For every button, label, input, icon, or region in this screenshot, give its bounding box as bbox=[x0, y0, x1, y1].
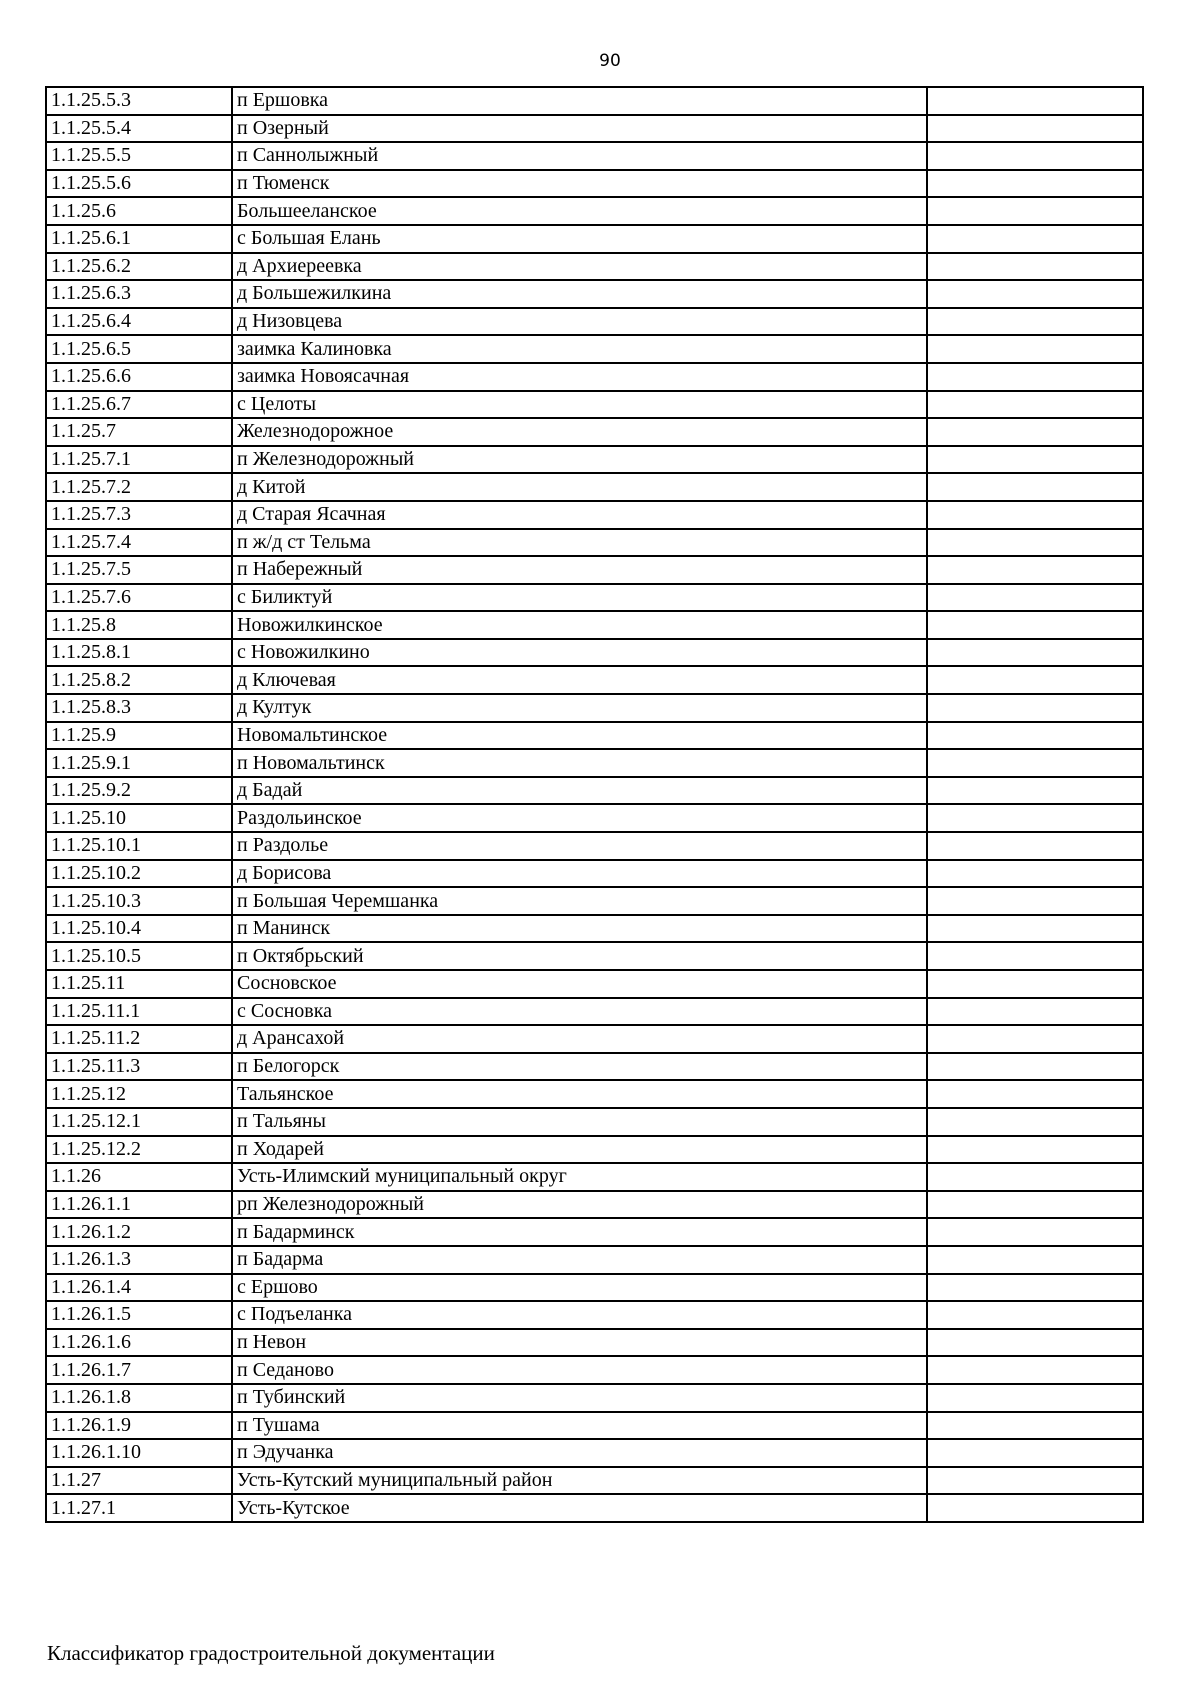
code-cell: 1.1.25.6.2 bbox=[46, 253, 232, 281]
extra-cell bbox=[927, 1494, 1143, 1522]
code-cell: 1.1.25.7.5 bbox=[46, 556, 232, 584]
extra-cell bbox=[927, 1412, 1143, 1440]
extra-cell bbox=[927, 611, 1143, 639]
table-row bbox=[46, 1136, 1143, 1164]
name-cell: п Тальяны bbox=[232, 1108, 927, 1136]
code-cell: 1.1.26.1.5 bbox=[46, 1301, 232, 1329]
name-cell: п Раздолье bbox=[232, 832, 927, 860]
table-row bbox=[46, 1080, 1143, 1108]
name-cell: Сосновское bbox=[232, 970, 927, 998]
extra-cell bbox=[927, 1356, 1143, 1384]
table-row bbox=[46, 529, 1143, 557]
extra-cell bbox=[927, 1108, 1143, 1136]
code-cell: 1.1.26.1.10 bbox=[46, 1439, 232, 1467]
name-cell: с Подъеланка bbox=[232, 1301, 927, 1329]
extra-cell bbox=[927, 694, 1143, 722]
code-cell: 1.1.25.11.3 bbox=[46, 1053, 232, 1081]
extra-cell bbox=[927, 1218, 1143, 1246]
table-row bbox=[46, 280, 1143, 308]
code-cell: 1.1.25.10.3 bbox=[46, 887, 232, 915]
extra-cell bbox=[927, 942, 1143, 970]
classifier-table bbox=[45, 86, 1144, 1523]
table-row bbox=[46, 722, 1143, 750]
table-row bbox=[46, 1356, 1143, 1384]
code-cell: 1.1.26 bbox=[46, 1163, 232, 1191]
extra-cell bbox=[927, 1080, 1143, 1108]
extra-cell bbox=[927, 970, 1143, 998]
name-cell: п Седаново bbox=[232, 1356, 927, 1384]
name-cell: Усть-Кутский муниципальный район bbox=[232, 1467, 927, 1495]
table-row bbox=[46, 666, 1143, 694]
table-row bbox=[46, 1108, 1143, 1136]
extra-cell bbox=[927, 446, 1143, 474]
extra-cell bbox=[927, 1301, 1143, 1329]
code-cell: 1.1.26.1.1 bbox=[46, 1191, 232, 1219]
table-row bbox=[46, 1218, 1143, 1246]
page-number: 90 bbox=[599, 51, 621, 71]
table-row bbox=[46, 1191, 1143, 1219]
name-cell: Тальянское bbox=[232, 1080, 927, 1108]
extra-cell bbox=[927, 1384, 1143, 1412]
table-row bbox=[46, 1274, 1143, 1302]
extra-cell bbox=[927, 142, 1143, 170]
code-cell: 1.1.25.10.1 bbox=[46, 832, 232, 860]
table-row bbox=[46, 942, 1143, 970]
extra-cell bbox=[927, 363, 1143, 391]
table-row bbox=[46, 694, 1143, 722]
code-cell: 1.1.25.7.4 bbox=[46, 529, 232, 557]
extra-cell bbox=[927, 391, 1143, 419]
name-cell: д Ключевая bbox=[232, 666, 927, 694]
table-row bbox=[46, 473, 1143, 501]
table-row bbox=[46, 197, 1143, 225]
name-cell: д Старая Ясачная bbox=[232, 501, 927, 529]
table-row bbox=[46, 335, 1143, 363]
table-row bbox=[46, 860, 1143, 888]
name-cell: рп Железнодорожный bbox=[232, 1191, 927, 1219]
name-cell: Железнодорожное bbox=[232, 418, 927, 446]
code-cell: 1.1.26.1.2 bbox=[46, 1218, 232, 1246]
code-cell: 1.1.25.12 bbox=[46, 1080, 232, 1108]
table-row bbox=[46, 556, 1143, 584]
name-cell: д Архиереевка bbox=[232, 253, 927, 281]
code-cell: 1.1.25.10.2 bbox=[46, 860, 232, 888]
name-cell: п ж/д ст Тельма bbox=[232, 529, 927, 557]
name-cell: п Ходарей bbox=[232, 1136, 927, 1164]
code-cell: 1.1.25.5.5 bbox=[46, 142, 232, 170]
name-cell: п Бадарминск bbox=[232, 1218, 927, 1246]
code-cell: 1.1.25.7.3 bbox=[46, 501, 232, 529]
table-row bbox=[46, 998, 1143, 1026]
code-cell: 1.1.25.8.2 bbox=[46, 666, 232, 694]
code-cell: 1.1.25.6.7 bbox=[46, 391, 232, 419]
name-cell: д Култук bbox=[232, 694, 927, 722]
code-cell: 1.1.25.7.6 bbox=[46, 584, 232, 612]
table-row bbox=[46, 804, 1143, 832]
name-cell: заимка Новоясачная bbox=[232, 363, 927, 391]
name-cell: с Большая Елань bbox=[232, 225, 927, 253]
table-row bbox=[46, 749, 1143, 777]
table-row bbox=[46, 639, 1143, 667]
extra-cell bbox=[927, 1191, 1143, 1219]
extra-cell bbox=[927, 749, 1143, 777]
code-cell: 1.1.25.8.1 bbox=[46, 639, 232, 667]
code-cell: 1.1.25.5.6 bbox=[46, 170, 232, 198]
code-cell: 1.1.27.1 bbox=[46, 1494, 232, 1522]
code-cell: 1.1.25.10.4 bbox=[46, 915, 232, 943]
name-cell: п Ершовка bbox=[232, 87, 927, 115]
name-cell: п Манинск bbox=[232, 915, 927, 943]
name-cell: п Белогорск bbox=[232, 1053, 927, 1081]
code-cell: 1.1.25.6.5 bbox=[46, 335, 232, 363]
extra-cell bbox=[927, 777, 1143, 805]
name-cell: Большееланское bbox=[232, 197, 927, 225]
extra-cell bbox=[927, 1329, 1143, 1357]
table-row bbox=[46, 225, 1143, 253]
table-row bbox=[46, 1163, 1143, 1191]
extra-cell bbox=[927, 1053, 1143, 1081]
name-cell: с Новожилкино bbox=[232, 639, 927, 667]
extra-cell bbox=[927, 253, 1143, 281]
document-footer: Классификатор градостроительной документации bbox=[47, 1641, 495, 1665]
table-row bbox=[46, 611, 1143, 639]
name-cell: п Бадарма bbox=[232, 1246, 927, 1274]
code-cell: 1.1.25.9.2 bbox=[46, 777, 232, 805]
code-cell: 1.1.25.5.4 bbox=[46, 115, 232, 143]
code-cell: 1.1.25.9.1 bbox=[46, 749, 232, 777]
extra-cell bbox=[927, 197, 1143, 225]
table-row bbox=[46, 115, 1143, 143]
code-cell: 1.1.25.11 bbox=[46, 970, 232, 998]
code-cell: 1.1.25.7 bbox=[46, 418, 232, 446]
name-cell: д Борисова bbox=[232, 860, 927, 888]
name-cell: с Биликтуй bbox=[232, 584, 927, 612]
table-row bbox=[46, 391, 1143, 419]
table-row bbox=[46, 777, 1143, 805]
table-row bbox=[46, 170, 1143, 198]
extra-cell bbox=[927, 804, 1143, 832]
code-cell: 1.1.26.1.6 bbox=[46, 1329, 232, 1357]
name-cell: д Низовцева bbox=[232, 308, 927, 336]
code-cell: 1.1.25.12.2 bbox=[46, 1136, 232, 1164]
extra-cell bbox=[927, 666, 1143, 694]
table-row bbox=[46, 142, 1143, 170]
name-cell: п Новомальтинск bbox=[232, 749, 927, 777]
extra-cell bbox=[927, 473, 1143, 501]
extra-cell bbox=[927, 1274, 1143, 1302]
name-cell: п Набережный bbox=[232, 556, 927, 584]
table-row bbox=[46, 363, 1143, 391]
table-row bbox=[46, 1025, 1143, 1053]
table-row bbox=[46, 887, 1143, 915]
code-cell: 1.1.26.1.9 bbox=[46, 1412, 232, 1440]
code-cell: 1.1.25.6.3 bbox=[46, 280, 232, 308]
code-cell: 1.1.25.6 bbox=[46, 197, 232, 225]
name-cell: п Тубинский bbox=[232, 1384, 927, 1412]
code-cell: 1.1.26.1.8 bbox=[46, 1384, 232, 1412]
code-cell: 1.1.26.1.4 bbox=[46, 1274, 232, 1302]
extra-cell bbox=[927, 915, 1143, 943]
code-cell: 1.1.25.10 bbox=[46, 804, 232, 832]
code-cell: 1.1.25.11.1 bbox=[46, 998, 232, 1026]
code-cell: 1.1.25.7.1 bbox=[46, 446, 232, 474]
name-cell: д Большежилкина bbox=[232, 280, 927, 308]
table-row bbox=[46, 1412, 1143, 1440]
code-cell: 1.1.26.1.7 bbox=[46, 1356, 232, 1384]
extra-cell bbox=[927, 860, 1143, 888]
extra-cell bbox=[927, 998, 1143, 1026]
table-row bbox=[46, 418, 1143, 446]
extra-cell bbox=[927, 418, 1143, 446]
name-cell: с Целоты bbox=[232, 391, 927, 419]
code-cell: 1.1.26.1.3 bbox=[46, 1246, 232, 1274]
name-cell: п Октябрьский bbox=[232, 942, 927, 970]
extra-cell bbox=[927, 584, 1143, 612]
table-row bbox=[46, 1439, 1143, 1467]
name-cell: д Китой bbox=[232, 473, 927, 501]
name-cell: п Озерный bbox=[232, 115, 927, 143]
name-cell: Новожилкинское bbox=[232, 611, 927, 639]
extra-cell bbox=[927, 170, 1143, 198]
code-cell: 1.1.25.8 bbox=[46, 611, 232, 639]
name-cell: Усть-Илимский муниципальный округ bbox=[232, 1163, 927, 1191]
name-cell: п Большая Черемшанка bbox=[232, 887, 927, 915]
code-cell: 1.1.25.6.6 bbox=[46, 363, 232, 391]
name-cell: Усть-Кутское bbox=[232, 1494, 927, 1522]
extra-cell bbox=[927, 1163, 1143, 1191]
table-row bbox=[46, 253, 1143, 281]
name-cell: Новомальтинское bbox=[232, 722, 927, 750]
table-row bbox=[46, 1467, 1143, 1495]
extra-cell bbox=[927, 308, 1143, 336]
name-cell: п Железнодорожный bbox=[232, 446, 927, 474]
extra-cell bbox=[927, 639, 1143, 667]
extra-cell bbox=[927, 335, 1143, 363]
name-cell: д Арансахой bbox=[232, 1025, 927, 1053]
table-row bbox=[46, 1384, 1143, 1412]
extra-cell bbox=[927, 115, 1143, 143]
code-cell: 1.1.25.6.4 bbox=[46, 308, 232, 336]
table-row bbox=[46, 1246, 1143, 1274]
table-row bbox=[46, 1301, 1143, 1329]
extra-cell bbox=[927, 225, 1143, 253]
table-row bbox=[46, 1494, 1143, 1522]
code-cell: 1.1.25.12.1 bbox=[46, 1108, 232, 1136]
code-cell: 1.1.25.9 bbox=[46, 722, 232, 750]
table-body bbox=[46, 87, 1143, 1522]
name-cell: п Эдучанка bbox=[232, 1439, 927, 1467]
table-row bbox=[46, 832, 1143, 860]
extra-cell bbox=[927, 722, 1143, 750]
name-cell: п Тушама bbox=[232, 1412, 927, 1440]
table-row bbox=[46, 501, 1143, 529]
name-cell: п Тюменск bbox=[232, 170, 927, 198]
table-row bbox=[46, 1329, 1143, 1357]
table-row bbox=[46, 446, 1143, 474]
code-cell: 1.1.25.10.5 bbox=[46, 942, 232, 970]
extra-cell bbox=[927, 280, 1143, 308]
extra-cell bbox=[927, 1136, 1143, 1164]
table-row bbox=[46, 87, 1143, 115]
table-row bbox=[46, 1053, 1143, 1081]
name-cell: с Сосновка bbox=[232, 998, 927, 1026]
table-row bbox=[46, 970, 1143, 998]
code-cell: 1.1.25.8.3 bbox=[46, 694, 232, 722]
name-cell: п Невон bbox=[232, 1329, 927, 1357]
extra-cell bbox=[927, 887, 1143, 915]
extra-cell bbox=[927, 529, 1143, 557]
name-cell: с Ершово bbox=[232, 1274, 927, 1302]
name-cell: д Бадай bbox=[232, 777, 927, 805]
table-row bbox=[46, 308, 1143, 336]
code-cell: 1.1.25.7.2 bbox=[46, 473, 232, 501]
code-cell: 1.1.25.11.2 bbox=[46, 1025, 232, 1053]
extra-cell bbox=[927, 501, 1143, 529]
extra-cell bbox=[927, 832, 1143, 860]
code-cell: 1.1.25.5.3 bbox=[46, 87, 232, 115]
extra-cell bbox=[927, 556, 1143, 584]
code-cell: 1.1.27 bbox=[46, 1467, 232, 1495]
extra-cell bbox=[927, 1439, 1143, 1467]
code-cell: 1.1.25.6.1 bbox=[46, 225, 232, 253]
name-cell: п Саннолыжный bbox=[232, 142, 927, 170]
extra-cell bbox=[927, 1467, 1143, 1495]
name-cell: заимка Калиновка bbox=[232, 335, 927, 363]
table-row bbox=[46, 915, 1143, 943]
name-cell: Раздольинское bbox=[232, 804, 927, 832]
extra-cell bbox=[927, 1246, 1143, 1274]
extra-cell bbox=[927, 87, 1143, 115]
extra-cell bbox=[927, 1025, 1143, 1053]
table-row bbox=[46, 584, 1143, 612]
